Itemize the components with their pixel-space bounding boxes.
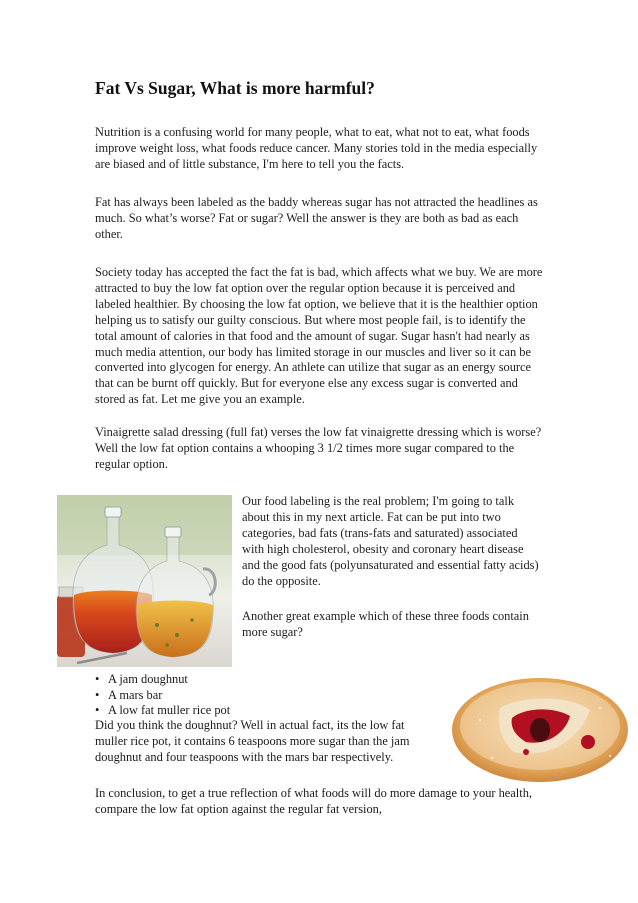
fat-vs-sugar-paragraph: Fat has always been labeled as the baddy whereas sugar has not attracted the headlines as much. So what’s worse? Fat or sugar? Well the answer is they are both as bad as each other. bbox=[95, 195, 538, 241]
answer-paragraph: Did you think the doughnut? Well in actual fact, its the low fat muller rice pot, it contains 6 teaspoons more sugar than the jam doughnut and four teaspoons with the mars bar respectively. bbox=[95, 718, 410, 764]
food-labeling-paragraph: Our food labeling is the real problem; I'm going to talk about this in my next article. Fat can be put into two categories, bad fats (trans-fats and saturated) associated with high cholesterol, obesity and coronary heart disease and the good fats (polyunsaturated and essential fatty acids) do the opposite. bbox=[242, 494, 539, 588]
example-question-paragraph: Another great example which of these three foods contain more sugar? bbox=[242, 609, 529, 639]
article-title: Fat Vs Sugar, What is more harmful? bbox=[95, 78, 375, 98]
jam-doughnut-photo bbox=[440, 668, 630, 786]
list-item: • A jam doughnut bbox=[95, 672, 230, 688]
intro-paragraph: Nutrition is a confusing world for many people, what to eat, what not to eat, what foods improve weight loss, what foods reduce cancer. Many stories told in the media especially are biased and of little substance, I'm here to tell you the facts. bbox=[95, 125, 538, 171]
list-item: • A low fat muller rice pot bbox=[95, 703, 230, 719]
vinaigrette-paragraph: Vinaigrette salad dressing (full fat) verses the low fat vinaigrette dressing which is worse? Well the low fat option contains a whooping 3 1/2 times more sugar compared to the regular option. bbox=[95, 425, 542, 471]
vinaigrette-bottles-photo bbox=[57, 495, 232, 667]
society-paragraph: Society today has accepted the fact the fat is bad, which affects what we buy. We are more attracted to buy the low fat option over the regular option because it is perceived and labeled healthier. By choosing the low fat option, we believe that it is the healthier option helping us to satisfy our guilty conscious. But where most people fail, is to identify the total amount of calories in that food and the amount of sugar. Sugar hasn't had nearly as much media attention, our body has limited storage in our muscles and liver so it can be converted into glycogen for energy. An athlete can utilize that sugar as an energy source that can be burnt off quickly. But for everyone else any excess sugar is converted and stored as fat. Let me give you an example. bbox=[95, 265, 543, 407]
food-list bbox=[95, 672, 230, 719]
list-item: • A mars bar bbox=[95, 688, 230, 704]
conclusion-paragraph: In conclusion, to get a true reflection of what foods will do more damage to your health, compare the low fat option against the regular fat version, bbox=[95, 786, 532, 816]
